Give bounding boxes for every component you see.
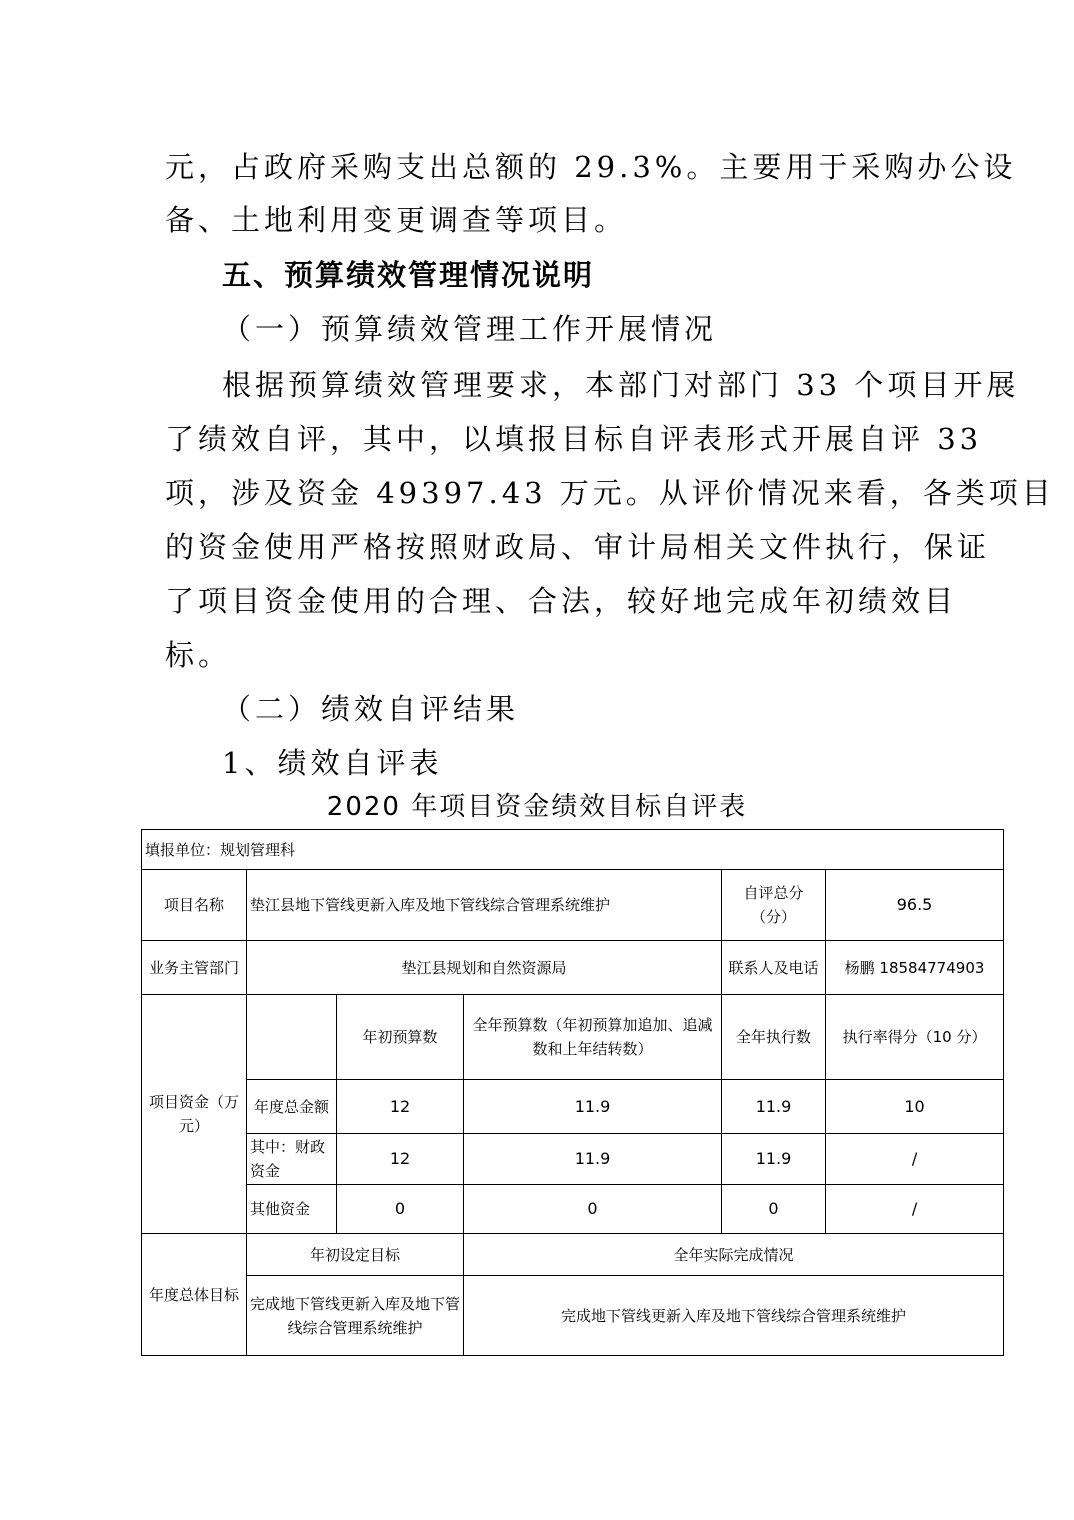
column-header: 全年实际完成情况 [464,1234,1004,1276]
subsection-heading: （二）绩效自评结果 [222,692,520,726]
self-score-label: 自评总分（分） [722,870,826,941]
annual-goal-label: 年度总体目标 [142,1234,247,1356]
text-line: 了项目资金使用的合理、合法，较好地完成年初绩效目 [165,584,958,618]
column-header: 年初设定目标 [247,1234,464,1276]
table-cell: / [826,1185,1004,1234]
table-row [142,941,1004,995]
contact-label: 联系人及电话 [722,941,826,995]
self-score-value: 96.5 [826,870,1004,941]
text-line: 根据预算绩效管理要求，本部门对部门 33 个项目开展 [222,368,1020,402]
table-row [142,830,1004,870]
project-name: 垫江县地下管线更新入库及地下管线综合管理系统维护 [247,870,722,941]
table-row [142,1134,1004,1185]
text-line: 元，占政府采购支出总额的 29.3%。主要用于采购办公设 [165,150,1017,184]
column-header: 执行率得分（10 分） [826,995,1004,1080]
column-header: 全年执行数 [722,995,826,1080]
table-cell: 0 [722,1185,826,1234]
text-line: 项，涉及资金 49397.43 万元。从评价情况来看，各类项目 [165,476,1055,510]
table-cell: 10 [826,1080,1004,1134]
table-cell: 11.9 [464,1080,722,1134]
table-row [142,1185,1004,1234]
text-line: 了绩效自评，其中，以填报目标自评表形式开展自评 33 [165,422,983,456]
goal-actual-value: 完成地下管线更新入库及地下管线综合管理系统维护 [464,1276,1004,1356]
table-cell: 11.9 [464,1134,722,1185]
text-line: 备、土地利用变更调查等项目。 [165,203,628,237]
row-label: 其中：财政资金 [247,1134,337,1185]
list-item-heading: 1、绩效自评表 [222,746,443,780]
goal-set-value: 完成地下管线更新入库及地下管线综合管理系统维护 [247,1276,464,1356]
table-cell: 0 [337,1185,464,1234]
column-header: 年初预算数 [337,995,464,1080]
column-header: 全年预算数（年初预算加追加、追减数和上年结转数） [464,995,722,1080]
contact-value: 杨鹏 18584774903 [826,941,1004,995]
empty-header-cell [247,995,337,1080]
department-value: 垫江县规划和自然资源局 [247,941,722,995]
row-label: 年度总金额 [247,1080,337,1134]
table-cell: / [826,1134,1004,1185]
table-cell: 11.9 [722,1080,826,1134]
subsection-heading: （一）预算绩效管理工作开展情况 [222,312,718,346]
funds-label: 项目资金（万元） [142,995,247,1234]
section-heading: 五、预算绩效管理情况说明 [222,258,595,292]
table-cell: 12 [337,1080,464,1134]
department-label: 业务主管部门 [142,941,247,995]
table-row [142,1276,1004,1356]
table-cell: 12 [337,1134,464,1185]
text-line: 标。 [165,638,232,672]
table-row [142,995,1004,1080]
table-cell: 0 [464,1185,722,1234]
reporting-unit: 填报单位：规划管理科 [142,830,1004,870]
table-row [142,1080,1004,1134]
project-name-label: 项目名称 [142,870,247,941]
row-label: 其他资金 [247,1185,337,1234]
table-row [142,1234,1004,1276]
table-title: 2020 年项目资金绩效目标自评表 [326,792,748,822]
table-row [142,870,1004,941]
table-cell: 11.9 [722,1134,826,1185]
self-evaluation-table [141,829,1004,1356]
text-line: 的资金使用严格按照财政局、审计局相关文件执行，保证 [165,530,991,564]
